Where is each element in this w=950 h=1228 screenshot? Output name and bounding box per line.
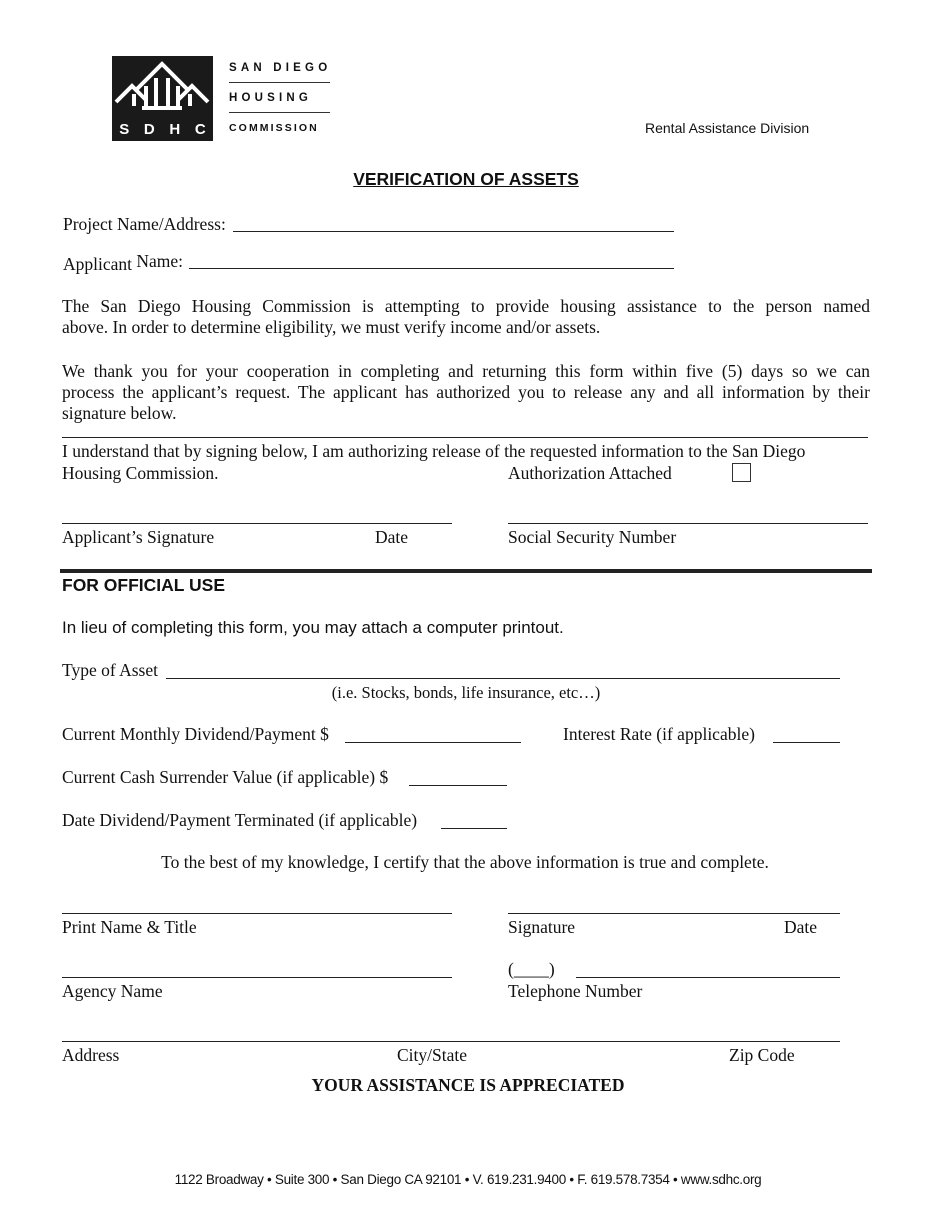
authorization-attached-label: Authorization Attached [508, 463, 672, 483]
interest-rate-field[interactable] [773, 742, 840, 743]
logo-letter-d: D [143, 121, 155, 138]
agency-name-field[interactable] [62, 977, 452, 978]
certifier-signature-field[interactable] [508, 913, 840, 914]
ssn-field[interactable] [508, 523, 868, 524]
project-field[interactable] [233, 231, 674, 232]
para1-line1: The San Diego Housing Commission is attempting to provide housing assistance to the person named [62, 296, 870, 316]
signature-date-label: Date [784, 917, 818, 937]
telephone-field[interactable] [576, 977, 840, 978]
address-label: Address [62, 1045, 120, 1065]
footer-contact: 1122 Broadway • Suite 300 • San Diego CA 92101 • V. 619.231.9400 • F. 619.578.7354 • www.sdhc.org [174, 1172, 762, 1187]
type-of-asset-hint: (i.e. Stocks, bonds, life insurance, etc…) [331, 683, 601, 702]
auth-line2: Housing Commission. [62, 463, 219, 483]
monthly-dividend-label: Current Monthly Dividend/Payment $ [62, 724, 329, 744]
name-word: Name: [136, 251, 184, 271]
division-name: Rental Assistance Division [645, 120, 810, 136]
logo-letter-c: C [194, 121, 206, 138]
zip-code-label: Zip Code [729, 1045, 795, 1065]
logo-san-diego: SAN DIEGO [229, 62, 332, 74]
applicant-word: Applicant [63, 254, 133, 274]
houses-icon [112, 56, 213, 118]
date-terminated-label: Date Dividend/Payment Terminated (if applicable) [62, 810, 418, 830]
applicant-label [63, 251, 184, 275]
area-code-paren: (____) [508, 959, 555, 979]
cash-surrender-field[interactable] [409, 785, 507, 786]
official-use-heading: FOR OFFICIAL USE [62, 575, 226, 595]
city-state-label: City/State [397, 1045, 467, 1065]
para1-line2: above. In order to determine eligibility, we must verify income and/or assets. [62, 317, 601, 337]
logo-commission: COMMISSION [229, 122, 319, 134]
ssn-label: Social Security Number [508, 527, 677, 547]
print-name-field[interactable] [62, 913, 452, 914]
date-terminated-field[interactable] [441, 828, 507, 829]
logo-divider [229, 82, 330, 83]
project-label: Project Name/Address: [63, 214, 226, 234]
para2-line2: process the applicant’s request. The applicant has authorized you to release any and all information by their [62, 382, 870, 402]
logo-divider [229, 112, 330, 113]
appreciation-message: YOUR ASSISTANCE IS APPRECIATED [311, 1075, 625, 1095]
telephone-label: Telephone Number [508, 981, 643, 1001]
address-field[interactable] [62, 1041, 840, 1042]
logo-housing: HOUSING [229, 92, 313, 104]
auth-top-rule [62, 437, 868, 438]
logo-letter-s: S [119, 121, 130, 138]
agency-name-label: Agency Name [62, 981, 163, 1001]
sdhc-logo [112, 56, 213, 141]
certification-statement: To the best of my knowledge, I certify that the above information is true and complete. [161, 852, 769, 872]
print-name-label: Print Name & Title [62, 917, 197, 937]
logo-letter-h: H [169, 121, 181, 138]
applicant-date-label: Date [375, 527, 409, 547]
interest-rate-label: Interest Rate (if applicable) [563, 724, 755, 744]
para2-line3: signature below. [62, 403, 177, 423]
applicant-signature-label: Applicant’s Signature [62, 527, 215, 547]
monthly-dividend-field[interactable] [345, 742, 521, 743]
applicant-signature-field[interactable] [62, 523, 452, 524]
auth-line1: I understand that by signing below, I am authorizing release of the requested information to the San Diego [62, 441, 806, 461]
signature-label: Signature [508, 917, 576, 937]
type-of-asset-field[interactable] [166, 678, 840, 679]
type-of-asset-label: Type of Asset [62, 660, 158, 680]
authorization-attached-checkbox[interactable] [732, 463, 751, 482]
cash-surrender-label: Current Cash Surrender Value (if applicable) $ [62, 767, 389, 787]
printout-note: In lieu of completing this form, you may attach a computer printout. [62, 618, 564, 637]
form-title: VERIFICATION OF ASSETS [353, 169, 579, 189]
applicant-name-field[interactable] [189, 268, 674, 269]
para2-line1: We thank you for your cooperation in completing and returning this form within five (5) days so we can [62, 361, 870, 381]
section-divider [60, 569, 872, 573]
